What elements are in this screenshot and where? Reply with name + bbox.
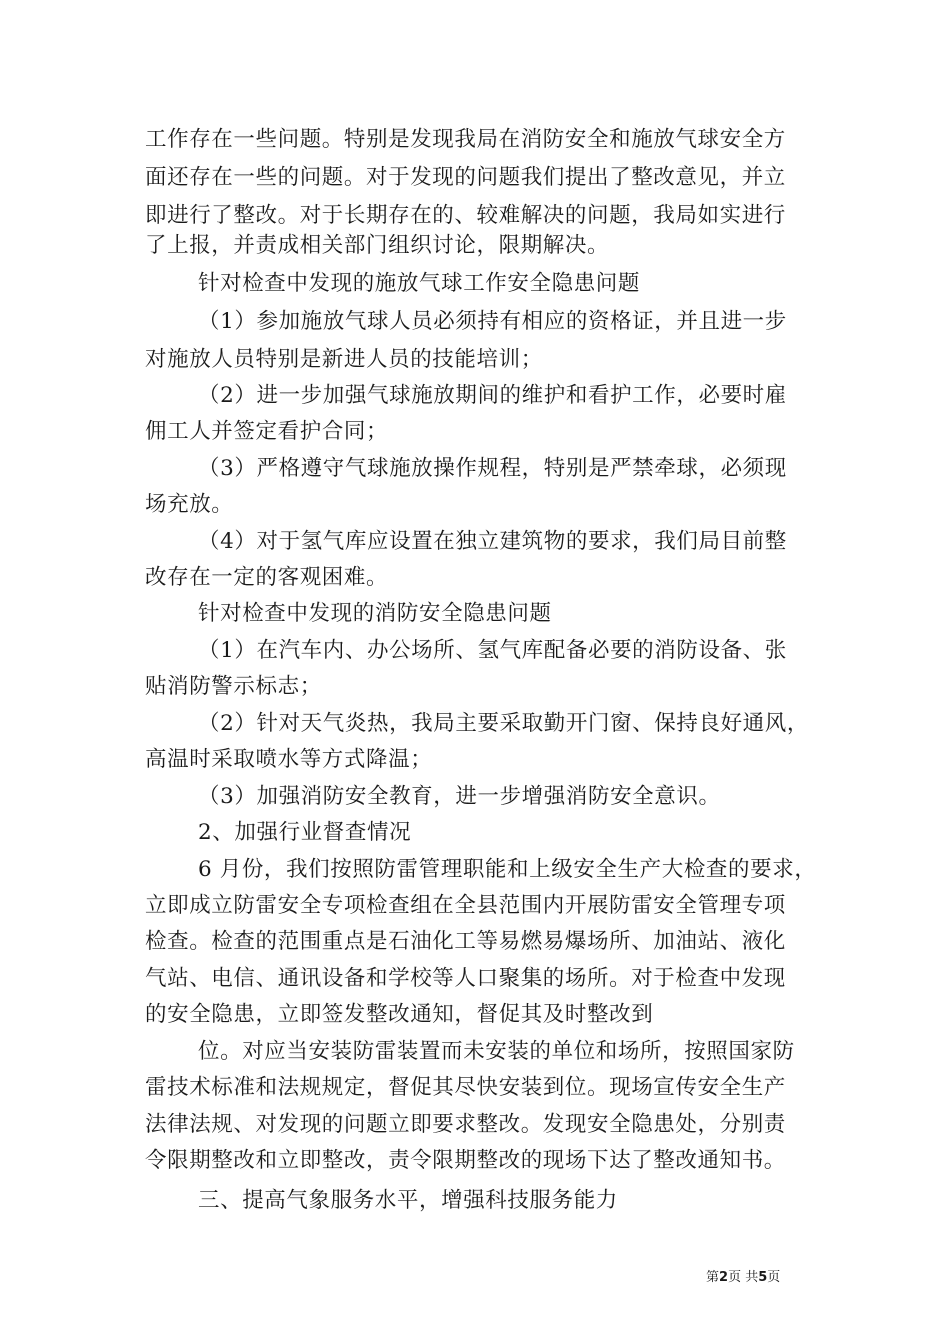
page-suffix: 页 bbox=[767, 1270, 781, 1285]
text-line: 2、加强行业督查情况 bbox=[198, 820, 412, 845]
text-line: （4）对于氢气库应设置在独立建筑物的要求，我们局目前整 bbox=[198, 529, 787, 554]
page-middle: 页 共 bbox=[728, 1270, 759, 1285]
text-line: 对施放人员特别是新进人员的技能培训； bbox=[145, 347, 543, 372]
text-line: 立即成立防雷安全专项检查组在全县范围内开展防雷安全管理专项 bbox=[145, 893, 786, 918]
text-line: 6 月份，我们按照防雷管理职能和上级安全生产大检查的要求， bbox=[198, 857, 817, 882]
text-line: 佣工人并签定看护合同； bbox=[145, 419, 389, 444]
text-line: （2）针对天气炎热，我局主要采取勤开门窗、保持良好通风， bbox=[198, 711, 809, 736]
text-line: （1）参加施放气球人员必须持有相应的资格证，并且进一步 bbox=[198, 309, 787, 334]
text-line: 场充放。 bbox=[145, 492, 234, 517]
text-line: 面还存在一些的问题。对于发现的问题我们提出了整改意见，并立 bbox=[145, 165, 786, 190]
text-line: （2）进一步加强气球施放期间的维护和看护工作，必要时雇 bbox=[198, 383, 787, 408]
total-page-number: 5 bbox=[758, 1270, 768, 1285]
text-line: 改存在一定的客观困难。 bbox=[145, 565, 389, 590]
text-line: 雷技术标准和法规规定，督促其尽快安装到位。现场宣传安全生产 bbox=[145, 1075, 786, 1100]
text-line: 气站、电信、通讯设备和学校等人口聚集的场所。对于检查中发现 bbox=[145, 966, 786, 991]
text-line: （3）加强消防安全教育，进一步增强消防安全意识。 bbox=[198, 784, 721, 809]
text-line: （1）在汽车内、办公场所、氢气库配备必要的消防设备、张 bbox=[198, 638, 787, 663]
text-line: 工作存在一些问题。特别是发现我局在消防安全和施放气球安全方 bbox=[145, 127, 786, 152]
text-line: 即进行了整改。对于长期存在的、较难解决的问题，我局如实进行 bbox=[145, 203, 786, 228]
section-heading: 三、提高气象服务水平，增强科技服务能力 bbox=[198, 1188, 618, 1213]
text-line: 针对检查中发现的消防安全隐患问题 bbox=[198, 601, 552, 626]
text-line: 令限期整改和立即整改，责令限期整改的现场下达了整改通知书。 bbox=[145, 1148, 786, 1173]
text-line: 的安全隐患，立即签发整改通知，督促其及时整改到 bbox=[145, 1002, 654, 1027]
text-line: 位。对应当安装防雷装置而未安装的单位和场所，按照国家防 bbox=[198, 1039, 795, 1064]
page-prefix: 第 bbox=[706, 1270, 720, 1285]
text-line: 针对检查中发现的施放气球工作安全隐患问题 bbox=[198, 271, 641, 296]
text-line: 检查。检查的范围重点是石油化工等易燃易爆场所、加油站、液化 bbox=[145, 929, 786, 954]
text-line: 法律法规、对发现的问题立即要求整改。发现安全隐患处，分别责 bbox=[145, 1112, 786, 1137]
text-line: （3）严格遵守气球施放操作规程，特别是严禁牵球，必须现 bbox=[198, 456, 787, 481]
text-line: 贴消防警示标志； bbox=[145, 674, 322, 699]
page-number-footer bbox=[706, 1270, 780, 1286]
text-line: 了上报，并责成相关部门组织讨论，限期解决。 bbox=[145, 233, 610, 258]
current-page-number: 2 bbox=[719, 1270, 729, 1285]
text-line: 高温时采取喷水等方式降温； bbox=[145, 747, 433, 772]
